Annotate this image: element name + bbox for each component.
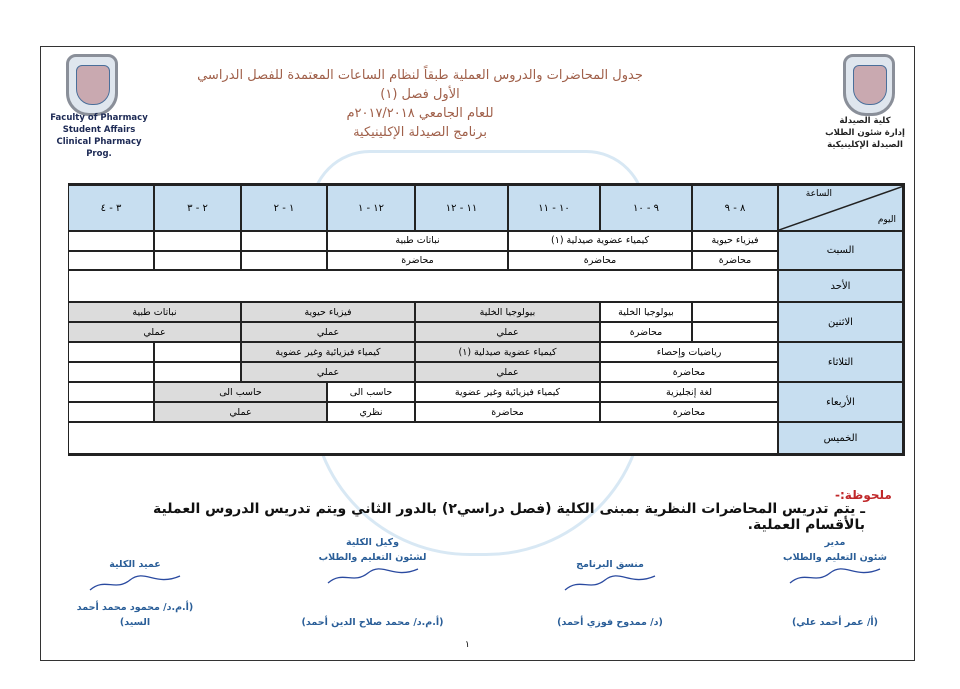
course-type-cell: عملي (415, 322, 600, 342)
empty-slot-cell (68, 362, 154, 382)
day-row (70, 342, 903, 382)
signature-title: منسق البرنامج (576, 559, 644, 570)
title-year: للعام الجامعي ٢٠١٧/٢٠١٨م (346, 106, 494, 121)
page-number: ١ (465, 640, 470, 650)
signature-title: وكيل الكلية لشئون التعليم والطلاب (318, 537, 427, 563)
course-type-cell: محاضرة (327, 251, 508, 271)
course-subject-cell: فيزياء حيوية (241, 302, 415, 322)
line: إدارة شئون الطلاب (825, 128, 905, 138)
faculty-english-label (44, 112, 154, 160)
line: Faculty of Pharmacy (50, 113, 148, 123)
line: Student Affairs (62, 125, 136, 135)
time-header-cell: ١٠ - ١١ (508, 185, 600, 231)
handwritten-signature (323, 565, 423, 587)
empty-slot-cell (68, 382, 154, 402)
signature-block (775, 535, 895, 630)
title-program: برنامج الصيدلة الإكلينيكية (353, 125, 487, 140)
document-title (190, 66, 650, 142)
time-header-cell: ٨ - ٩ (692, 185, 778, 231)
empty-day-cell (68, 270, 778, 302)
course-type-cell: عملي (241, 322, 415, 342)
empty-slot-cell (692, 322, 778, 342)
day-name-cell: السبت (778, 231, 903, 270)
day-row (70, 302, 903, 342)
course-subject-cell: حاسب الى (327, 382, 415, 402)
course-subject-cell: لغة إنجليزية (600, 382, 778, 402)
note-text: ـ يتم تدريس المحاضرات النظرية بمبنى الكلية (فصل دراسي٢) بالدور الثاني ويتم تدريس الدروس العملية بالأقسام العملية. (153, 501, 865, 533)
course-subject-cell: كيمياء فيزيائية وغير عضوية (241, 342, 415, 362)
day-name-cell: الاثنين (778, 302, 903, 342)
empty-slot-cell (692, 302, 778, 322)
time-header-cell: ٣ - ٤ (68, 185, 154, 231)
hour-label: الساعة (805, 189, 832, 199)
empty-slot-cell (68, 251, 154, 271)
course-type-cell: محاضرة (600, 402, 778, 422)
faculty-arabic-label (815, 115, 915, 151)
signature-block (60, 535, 210, 630)
line: الصيدلة الإكلينيكية (827, 140, 903, 150)
schedule-table (68, 183, 905, 456)
handwritten-signature (785, 565, 885, 587)
day-row (70, 270, 903, 302)
empty-slot-cell (154, 362, 241, 382)
course-subject-cell: كيمياء فيزيائية وغير عضوية (415, 382, 600, 402)
university-logo-left (66, 54, 118, 116)
corner-cell (778, 185, 903, 231)
line: كلية الصيدلة (839, 116, 891, 126)
empty-slot-cell (68, 342, 154, 362)
course-type-cell: محاضرة (508, 251, 692, 271)
time-header-cell: ١٢ - ١ (327, 185, 415, 231)
course-subject-cell: نباتات طبية (68, 302, 241, 322)
empty-slot-cell (68, 402, 154, 422)
course-type-cell: عملي (154, 402, 327, 422)
day-row (70, 382, 903, 422)
empty-slot-cell (154, 231, 241, 251)
course-type-cell: محاضرة (600, 322, 692, 342)
table-header-row (70, 185, 903, 231)
day-name-cell: الأحد (778, 270, 903, 302)
signature-block (545, 535, 675, 630)
course-type-cell: محاضرة (692, 251, 778, 271)
day-row (70, 422, 903, 454)
time-header-cell: ٩ - ١٠ (600, 185, 692, 231)
signature-block (300, 535, 445, 630)
day-name-cell: الثلاثاء (778, 342, 903, 382)
day-name-cell: الخميس (778, 422, 903, 454)
course-type-cell: محاضرة (600, 362, 778, 382)
empty-slot-cell (68, 231, 154, 251)
course-type-cell: عملي (415, 362, 600, 382)
course-type-cell: عملي (241, 362, 415, 382)
signatory-name: (أ/ عمر أحمد علي) (791, 617, 879, 628)
handwritten-signature (560, 572, 660, 594)
empty-slot-cell (154, 251, 241, 271)
course-type-cell: محاضرة (415, 402, 600, 422)
line: Clinical Pharmacy Prog. (56, 137, 142, 159)
day-row (70, 231, 903, 270)
course-subject-cell: نباتات طبية (327, 231, 508, 251)
course-subject-cell: بيولوجيا الخلية (415, 302, 600, 322)
course-type-cell: عملي (68, 322, 241, 342)
course-subject-cell: بيولوجيا الخلية (600, 302, 692, 322)
course-subject-cell: فيزياء حيوية (692, 231, 778, 251)
university-logo-right (843, 54, 895, 116)
day-name-cell: الأربعاء (778, 382, 903, 422)
handwritten-signature (85, 572, 185, 594)
signature-title: عميد الكلية (109, 559, 161, 570)
signature-title: مدير شئون التعليم والطلاب (783, 537, 887, 563)
empty-day-cell (68, 422, 778, 454)
note-label: ملحوظة:- (835, 488, 892, 502)
time-header-cell: ١ - ٢ (241, 185, 327, 231)
course-subject-cell: حاسب الى (154, 382, 327, 402)
day-label: اليوم (877, 215, 896, 225)
time-header-cell: ١١ - ١٢ (415, 185, 508, 231)
title-line: جدول المحاضرات والدروس العملية طبقاً لنظام الساعات المعتمدة للفصل الدراسي الأول فصل (١) (197, 68, 643, 102)
course-type-cell: نظري (327, 402, 415, 422)
empty-slot-cell (154, 342, 241, 362)
empty-slot-cell (241, 251, 327, 271)
course-subject-cell: رياضيات وإحصاء (600, 342, 778, 362)
signatory-name: (أ.م.د/ محمد صلاح الدين أحمد) (301, 617, 444, 628)
signatory-name: (د/ ممدوح فوزي أحمد) (557, 617, 663, 628)
signatory-name: (أ.م.د/ محمود محمد أحمد السيد) (76, 602, 194, 628)
course-subject-cell: كيمياء عضوية صيدلية (١) (508, 231, 692, 251)
course-subject-cell: كيمياء عضوية صيدلية (١) (415, 342, 600, 362)
empty-slot-cell (241, 231, 327, 251)
time-header-cell: ٢ - ٣ (154, 185, 241, 231)
